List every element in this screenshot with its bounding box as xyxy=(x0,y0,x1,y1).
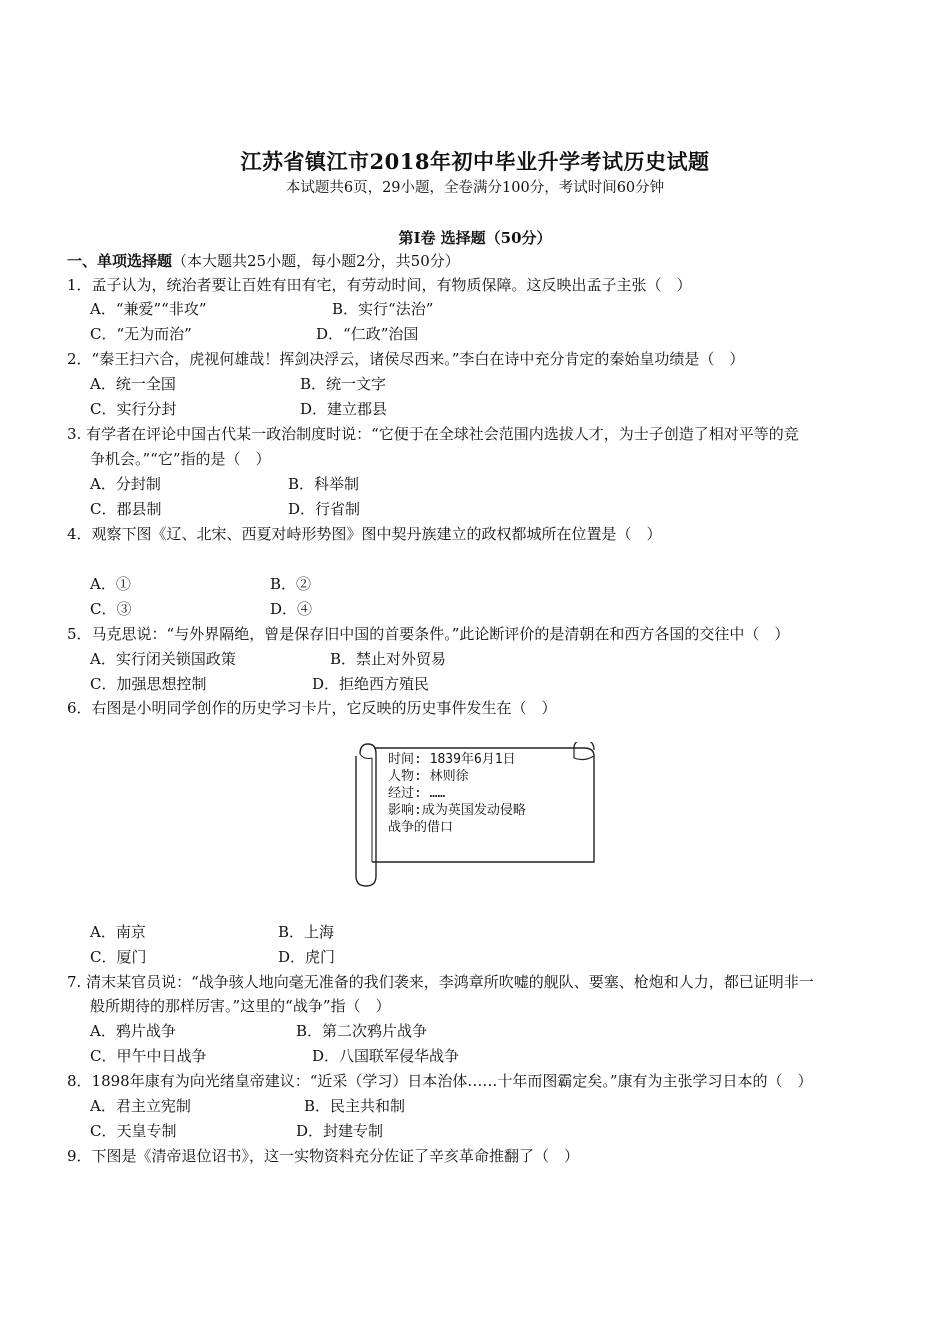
question-6-stem: 6．右图是小明同学创作的历史学习卡片，它反映的历史事件发生在（ ） xyxy=(67,699,557,717)
question-5-option-a: A．实行闭关锁国政策 xyxy=(90,650,236,668)
question-5-option-c: C．加强思想控制 xyxy=(90,675,207,693)
question-8-stem: 8．1898年康有为向光绪皇帝建议：“近采（学习）日本治体……十年而图霸定矣。”康有为主张学习日本的（ ） xyxy=(67,1072,813,1090)
question-5-stem: 5．马克思说：“与外界隔绝，曾是保存旧中国的首要条件。”此论断评价的是清朝在和西方各国的交往中（ ） xyxy=(67,625,790,643)
question-3-option-a: A．分封制 xyxy=(90,475,161,493)
question-4-option-d: D．④ xyxy=(270,600,313,618)
question-2-option-c: C．实行分封 xyxy=(90,400,177,418)
question-7-option-d: D．八国联军侵华战争 xyxy=(312,1047,460,1065)
question-8-option-a: A．君主立宪制 xyxy=(90,1097,191,1115)
question-2-option-a: A．统一全国 xyxy=(90,375,176,393)
part-note: （本大题共25小题，每小题2分，共50分） xyxy=(172,252,460,270)
history-study-card xyxy=(352,742,598,890)
question-8-option-c: C．天皇专制 xyxy=(90,1122,177,1140)
question-3-option-c: C．郡县制 xyxy=(90,500,162,518)
question-4-option-b: B．② xyxy=(270,575,312,593)
question-7-stem-line1: 7. 清末某官员说：“战争骇人地向毫无准备的我们袭来，李鸿章所吹嘘的舰队、要塞、枪炮和人力，都已证明非一 xyxy=(67,973,814,991)
part-heading xyxy=(67,251,460,271)
question-5-option-d: D．拒绝西方殖民 xyxy=(312,675,430,693)
question-8-option-d: D．封建专制 xyxy=(296,1122,384,1140)
page-subtitle: 本试题共6页，29小题，全卷满分100分，考试时间60分钟 xyxy=(285,180,665,196)
question-3-stem-line1: 3. 有学者在评论中国古代某一政治制度时说：“它便于在全球社会范围内选拔人才，为士子创造了相对平等的竞 xyxy=(67,425,799,443)
section-title: 第Ⅰ卷 选择题（50分） xyxy=(398,229,552,247)
question-2-stem: 2．“秦王扫六合，虎视何雄哉！挥剑决浮云，诸侯尽西来。”李白在诗中充分肯定的秦始皇功绩是（ ） xyxy=(67,350,745,368)
question-1-option-d: D．“仁政”治国 xyxy=(316,325,419,343)
part-title: 一、单项选择题 xyxy=(67,252,173,270)
page-title: 江苏省镇江市2018年初中毕业升学考试历史试题 xyxy=(240,149,710,174)
question-9-stem: 9．下图是《清帝退位诏书》，这一实物资料充分佐证了辛亥革命推翻了（ ） xyxy=(67,1147,580,1165)
question-3-option-d: D．行省制 xyxy=(288,500,361,518)
question-1-option-b: B．实行“法治” xyxy=(332,300,434,318)
question-4-option-c: C．③ xyxy=(90,600,132,618)
question-8-option-b: B．民主共和制 xyxy=(304,1097,406,1115)
question-1-option-c: C．“无为而治” xyxy=(90,325,192,343)
question-2-option-d: D．建立郡县 xyxy=(300,400,388,418)
question-2-option-b: B．统一文字 xyxy=(300,375,387,393)
question-4-option-a: A．① xyxy=(90,575,131,593)
question-3-stem-line2: 争机会。”“它”指的是（ ） xyxy=(90,450,271,468)
question-1-stem: 1．孟子认为，统治者要让百姓有田有宅，有劳动时间，有物质保障。这反映出孟子主张（ ） xyxy=(67,276,692,294)
question-3-option-b: B．科举制 xyxy=(288,475,360,493)
question-7-option-c: C．甲午中日战争 xyxy=(90,1047,207,1065)
question-6-option-a: A．南京 xyxy=(90,923,146,941)
card-impact: 影响:成为英国发动侵略 xyxy=(388,803,526,818)
question-7-option-a: A．鸦片战争 xyxy=(90,1022,176,1040)
card-person: 人物: 林则徐 xyxy=(388,769,469,784)
question-6-option-b: B．上海 xyxy=(278,923,335,941)
question-1-option-a: A．“兼爱”“非攻” xyxy=(90,300,207,318)
card-process: 经过: …… xyxy=(388,786,446,801)
card-time: 时间: 1839年6月1日 xyxy=(388,752,516,767)
question-7-option-b: B．第二次鸦片战争 xyxy=(296,1022,428,1040)
question-6-option-c: C．厦门 xyxy=(90,948,147,966)
card-impact-continued: 战争的借口 xyxy=(388,820,454,835)
question-6-option-d: D．虎门 xyxy=(278,948,336,966)
question-4-stem: 4．观察下图《辽、北宋、西夏对峙形势图》图中契丹族建立的政权都城所在位置是（ ） xyxy=(67,525,662,543)
question-7-stem-line2: 般所期待的那样厉害。”这里的“战争”指（ ） xyxy=(90,997,391,1015)
question-5-option-b: B．禁止对外贸易 xyxy=(330,650,447,668)
